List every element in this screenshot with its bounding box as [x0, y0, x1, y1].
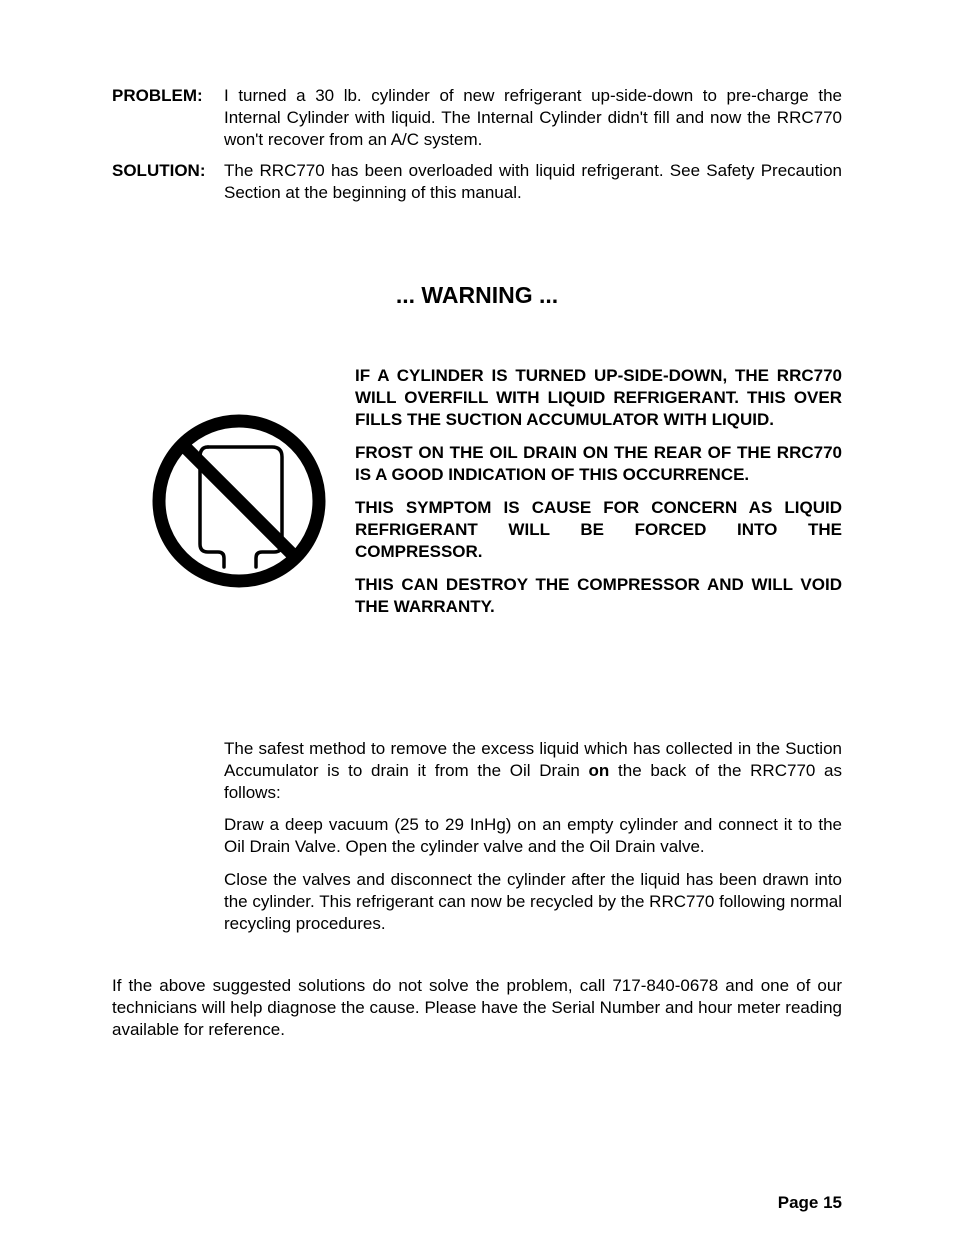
- procedure-section: [224, 738, 842, 945]
- warning-paragraph-3: THIS SYMPTOM IS CAUSE FOR CONCERN AS LIQUID REFRIGERANT WILL BE FORCED INTO THE COMPRESSOR.: [355, 498, 842, 561]
- closing-paragraph: If the above suggested solutions do not solve the problem, call 717-840-0678 and one of our technicians will help diagnose the cause. Please have the Serial Number and hour meter reading available for reference.: [112, 976, 842, 1039]
- solution-label: SOLUTION:: [112, 161, 206, 180]
- procedure-intro-end: the back of the RRC770 as follows:: [224, 760, 843, 802]
- warning-heading: ... WARNING ...: [395, 282, 559, 308]
- solution-text: The RRC770 has been overloaded with liquid refrigerant. See Safety Precaution Section at the beginning of this manual.: [224, 161, 842, 202]
- procedure-intro-bold: on: [588, 760, 610, 780]
- problem-text: I turned a 30 lb. cylinder of new refrigerant up-side-down to pre-charge the Internal Cylinder with liquid. The Internal Cylinder didn't fill and now the RRC770 won't recover from an A/C system.: [224, 86, 842, 149]
- warning-text-column: [355, 365, 842, 629]
- procedure-intro: [224, 738, 842, 803]
- warning-paragraph-4: THIS CAN DESTROY THE COMPRESSOR AND WILL VOID THE WARRANTY.: [355, 575, 842, 616]
- procedure-step-1: Draw a deep vacuum (25 to 29 InHg) on an empty cylinder and connect it to the Oil Drain Valve. Open the cylinder valve and the Oil Drain valve.: [224, 815, 842, 857]
- procedure-step-2: Close the valves and disconnect the cylinder after the liquid has been drawn into the cylinder. This refrigerant can now be recycled by the RRC770 following normal recycling procedures.: [224, 869, 842, 933]
- procedure-intro-start: The safest method to remove the excess liquid which has collected in the Suction Accumulator is to drain it from the Oil Drain: [224, 739, 842, 780]
- warning-paragraph-2: FROST ON THE OIL DRAIN ON THE REAR OF THE RRC770 IS A GOOD INDICATION OF THIS OCCURRENCE.: [355, 443, 842, 484]
- no-upside-down-cylinder-icon: [150, 412, 328, 590]
- problem-label: PROBLEM:: [112, 86, 203, 105]
- warning-paragraph-1: IF A CYLINDER IS TURNED UP-SIDE-DOWN, THE RRC770 WILL OVERFILL WITH LIQUID REFRIGERANT. THIS OVER FILLS THE SUCTION ACCUMULATOR WITH LIQUID.: [355, 366, 842, 429]
- page-number: Page 15: [777, 1193, 842, 1212]
